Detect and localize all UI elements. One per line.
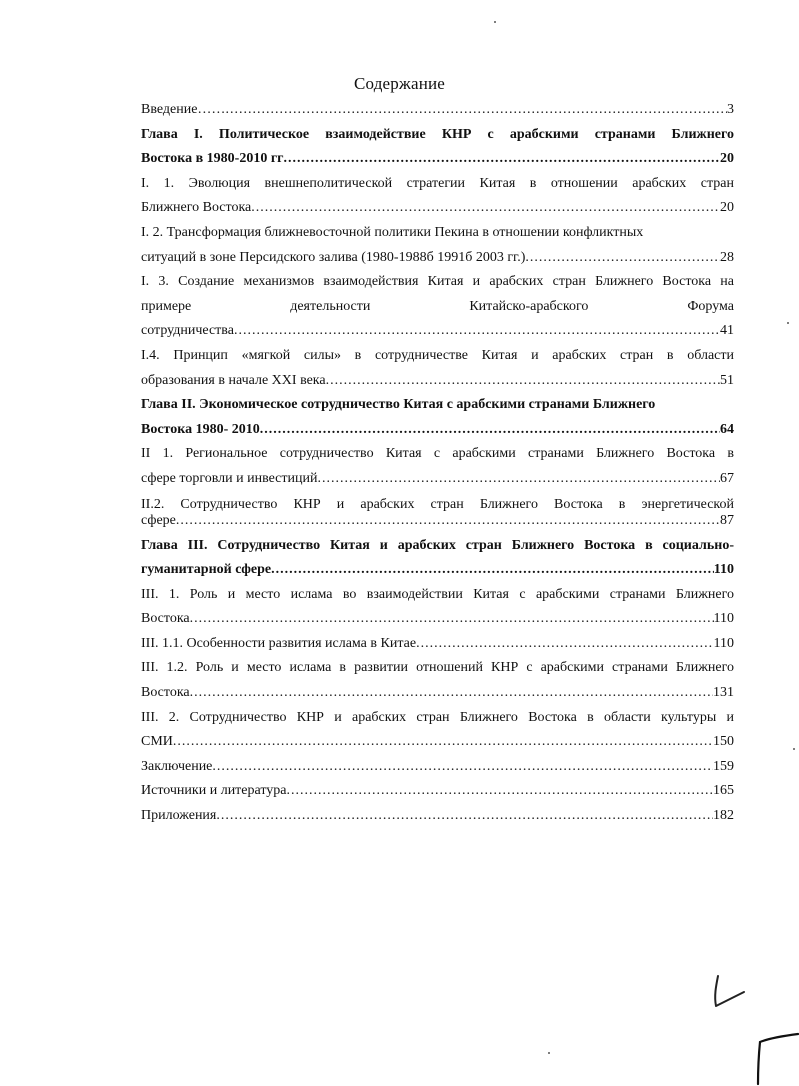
toc-entry-chapter-1-cont bbox=[141, 147, 734, 172]
scan-speck bbox=[787, 322, 789, 324]
toc-entry-text: Источники и литература bbox=[141, 783, 287, 799]
toc-entry-text: сфере bbox=[141, 512, 176, 528]
dot-leader bbox=[251, 196, 720, 221]
toc-entry-text: Введение…… bbox=[141, 102, 226, 117]
toc-page-number: 51 bbox=[720, 372, 734, 388]
toc-page-number: 131 bbox=[713, 685, 734, 701]
scan-speck bbox=[548, 1052, 550, 1054]
toc-entry-text: I.4. Принцип «мягкой силы» в сотрудничестве Китая и арабских стран в области bbox=[141, 347, 734, 363]
toc-entry-text: Заключение bbox=[141, 758, 213, 774]
toc-entry-1-4 bbox=[141, 344, 734, 369]
toc-entry-text: Ближнего Востока bbox=[141, 200, 252, 216]
toc-entry-3-1-2-cont bbox=[141, 681, 734, 706]
toc-entry-text: III. 2. Сотрудничество КНР и арабских стран Ближнего Востока в области культуры и bbox=[141, 709, 734, 725]
toc-entry-2-1 bbox=[141, 442, 734, 467]
dot-leader bbox=[525, 246, 720, 271]
dot-leader bbox=[416, 632, 713, 657]
dot-leader bbox=[216, 804, 713, 829]
toc-page-number: 20 bbox=[720, 200, 734, 216]
toc-entry-text: примере деятельности Китайско-арабского Форума bbox=[141, 298, 734, 314]
toc-page-number: 64 bbox=[720, 421, 734, 437]
toc-entry-text: Глава II. Экономическое сотрудничество Китая с арабскими странами Ближнего bbox=[141, 397, 656, 413]
toc-entry-2-1-cont bbox=[141, 467, 734, 492]
toc-page-number: 41 bbox=[720, 323, 734, 339]
dot-leader bbox=[271, 558, 714, 583]
toc-entry-text: III. 1. Роль и место ислама во взаимодействии Китая с арабскими странами Ближнего bbox=[141, 586, 734, 602]
toc-entry-appendices bbox=[141, 804, 734, 829]
toc-entry-text: Востока bbox=[141, 685, 190, 701]
toc-entry-chapter-3 bbox=[141, 534, 734, 559]
toc-page-number: 159 bbox=[713, 758, 734, 774]
toc-entry-text: СМИ bbox=[141, 734, 173, 750]
scan-speck bbox=[793, 748, 795, 750]
toc-entry-1-1 bbox=[141, 172, 734, 197]
dot-leader bbox=[190, 681, 713, 706]
toc-entry-text: сфере торговли и инвестиций bbox=[141, 470, 318, 486]
toc-entry-3-1-1 bbox=[141, 632, 734, 657]
dot-leader bbox=[234, 319, 720, 344]
toc-entry-text: Глава I. Политическое взаимодействие КНР с арабскими странами Ближнего bbox=[141, 126, 734, 142]
toc-entry-2-2-cont bbox=[141, 512, 734, 530]
toc-entry-text: Глава III. Сотрудничество Китая и арабских стран Ближнего Востока в социально- bbox=[141, 537, 734, 553]
toc-page-number: 165 bbox=[713, 783, 734, 799]
toc-page-number: 67 bbox=[720, 470, 734, 486]
toc-entry-3-1 bbox=[141, 583, 734, 608]
toc-entry-text: I. 3. Создание механизмов взаимодействия Китая и арабских стран Ближнего Востока на bbox=[141, 274, 734, 290]
toc-entry-text: сотрудничества bbox=[141, 323, 234, 339]
toc-page-number: 110 bbox=[713, 611, 734, 627]
toc-entry-chapter-1 bbox=[141, 123, 734, 148]
toc-page-number: 110 bbox=[713, 562, 734, 578]
dot-leader bbox=[176, 512, 720, 530]
toc-entry-3-2-cont bbox=[141, 730, 734, 755]
dot-leader bbox=[212, 755, 713, 780]
toc-page-number: 87 bbox=[720, 512, 734, 528]
toc-entry-1-2-cont bbox=[141, 246, 734, 271]
dot-leader bbox=[173, 730, 713, 755]
toc-entry-text: Приложения bbox=[141, 808, 217, 824]
toc-entry-text: Востока bbox=[141, 611, 190, 627]
toc-page-number: 20 bbox=[720, 151, 734, 167]
toc-page-number: 3 bbox=[727, 102, 734, 117]
toc-entry-2-2 bbox=[141, 496, 734, 512]
toc-entry-chapter-2 bbox=[141, 393, 734, 418]
toc-entry-text: I. 1. Эволюция внешнеполитической стратегии Китая в отношении арабских стран bbox=[141, 175, 734, 191]
toc-page-number: 150 bbox=[713, 734, 734, 750]
toc-entry-text: Востока 1980- 2010 bbox=[141, 421, 260, 437]
toc-page-number: 110 bbox=[713, 635, 734, 651]
toc-entry-text: III. 1.2. Роль и место ислама в развитии отношений КНР с арабскими странами Ближнего bbox=[141, 660, 734, 676]
dot-leader bbox=[317, 467, 720, 492]
scan-speck bbox=[494, 21, 496, 23]
toc-entry-3-2 bbox=[141, 706, 734, 731]
toc-entry-1-4-cont bbox=[141, 369, 734, 394]
toc-page-number: 182 bbox=[713, 808, 734, 824]
corner-bracket-mark bbox=[748, 1020, 799, 1086]
dot-leader bbox=[287, 779, 713, 804]
toc-entry-3-1-2 bbox=[141, 656, 734, 681]
toc-entry-1-1-cont bbox=[141, 196, 734, 221]
toc-entry-sources bbox=[141, 779, 734, 804]
toc-entry-text: II.2. Сотрудничество КНР и арабских стран Ближнего Востока в энергетической bbox=[141, 496, 734, 512]
toc-entry-chapter-2-cont bbox=[141, 418, 734, 443]
dot-leader bbox=[260, 418, 720, 443]
toc-entry-text: II 1. Региональное сотрудничество Китая с арабскими странами Ближнего Востока в bbox=[141, 446, 734, 462]
toc-entry-text: гуманитарной сфере bbox=[141, 562, 272, 578]
toc-entry-1-3 bbox=[141, 270, 734, 295]
dot-leader bbox=[190, 607, 714, 632]
table-of-contents bbox=[141, 98, 734, 829]
toc-entry-text: I. 2. Трансформация ближневосточной политики Пекина в отношении конфликтных bbox=[141, 224, 644, 240]
page-title: Содержание bbox=[353, 74, 446, 93]
toc-entry-text: образования в начале XXI века bbox=[141, 372, 326, 388]
toc-entry-3-1-cont bbox=[141, 607, 734, 632]
toc-entry-chapter-3-cont bbox=[141, 558, 734, 583]
toc-entry-1-3-cont2 bbox=[141, 319, 734, 344]
handwritten-mark bbox=[700, 970, 760, 1020]
dot-leader bbox=[225, 98, 727, 123]
toc-entry-text: ситуаций в зоне Персидского залива (1980-1988б 1991б 2003 гг.) bbox=[141, 249, 526, 265]
dot-leader bbox=[326, 369, 720, 394]
toc-page-number: 28 bbox=[720, 249, 734, 265]
toc-entry-text: Востока в 1980-2010 гг bbox=[141, 151, 284, 167]
dot-leader bbox=[284, 147, 720, 172]
toc-entry-text: III. 1.1. Особенности развития ислама в Китае bbox=[141, 635, 417, 651]
toc-entry-intro bbox=[141, 98, 734, 123]
toc-entry-conclusion bbox=[141, 755, 734, 780]
toc-entry-1-3-cont bbox=[141, 295, 734, 320]
toc-entry-1-2 bbox=[141, 221, 734, 246]
